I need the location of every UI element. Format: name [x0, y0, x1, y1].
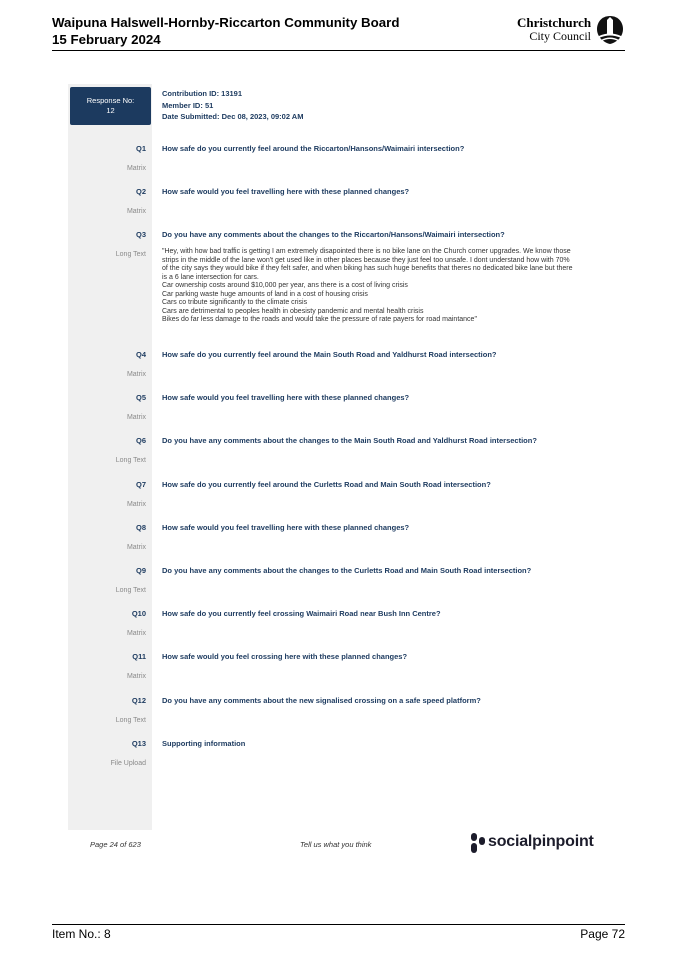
question-text: Do you have any comments about the changes to the Riccarton/Hansons/Waimairi intersection? [162, 230, 505, 239]
question-type: Matrix [126, 673, 146, 680]
question-text: How safe would you feel travelling here with these planned changes? [162, 523, 410, 532]
question-type: Matrix [126, 630, 146, 637]
question-text: Do you have any comments about the changes to the Curletts Road and Main South Road intersection? [162, 566, 532, 575]
question-type: Long Text [115, 457, 146, 464]
logo-line2: City Council [529, 29, 591, 43]
question-row [68, 350, 608, 390]
submitted-label: Date Submitted: [162, 112, 220, 121]
header-divider [52, 50, 625, 51]
question-row [68, 144, 608, 184]
question-row [68, 187, 608, 227]
council-logo [517, 14, 625, 48]
member-label: Member ID: [162, 100, 203, 110]
question-row [68, 566, 608, 606]
question-text: How safe do you currently feel around the Main South Road and Yaldhurst Road intersection? [162, 350, 497, 359]
socialpinpoint-wordmark: socialpinpoint [488, 833, 594, 850]
item-number: Item No.: 8 [52, 927, 111, 941]
answer-line: "Hey, with how bad traffic is getting I am extremely disapointed there is no bike lane on the Church corner upgrades. We know those strips in the middle of the lane won't get used like in other places because they just feel too unsafe. I dont understand how with 70% of the city says they would bike if they felt safer, and when biking has such huge benefits that theres no dedicated bike lane but there is a 6 lane intersection for cars. [162, 248, 573, 281]
question-row [68, 230, 608, 323]
submitted-date: Dec 08, 2023, 09:02 AM [221, 112, 304, 121]
question-type: Matrix [126, 371, 146, 378]
question-text: Do you have any comments about the changes to the Main South Road and Yaldhurst Road intersection? [162, 436, 537, 445]
question-text: How safe do you currently feel around the Curletts Road and Main South Road intersection? [162, 480, 491, 489]
question-type: Matrix [126, 501, 146, 508]
question-row [68, 739, 608, 779]
question-number: Q11 [132, 652, 146, 661]
question-type: Long Text [115, 717, 146, 724]
contribution-label: Contribution ID: [162, 89, 220, 98]
question-text: How safe do you currently feel crossing Waimairi Road near Bush Inn Centre? [162, 609, 441, 618]
question-row [68, 436, 608, 476]
question-number: Q9 [135, 566, 146, 575]
question-row [68, 609, 608, 649]
socialpinpoint-logo [470, 832, 602, 854]
board-title: Waipuna Halswell-Hornby-Riccarton Community Board [52, 15, 400, 30]
question-type: Matrix [126, 165, 146, 172]
question-type: Long Text [115, 587, 146, 594]
question-row [68, 652, 608, 692]
question-type: Matrix [126, 414, 146, 421]
question-number: Q4 [135, 350, 146, 359]
logo-line1: Christchurch [517, 15, 592, 30]
question-text: How safe do you currently feel around the Riccarton/Hansons/Waimairi intersection? [162, 144, 465, 153]
page-header [52, 14, 625, 54]
survey-response-page [68, 84, 608, 864]
question-text: How safe would you feel travelling here with these planned changes? [162, 187, 410, 196]
question-number: Q3 [135, 230, 146, 239]
question-type: Matrix [126, 544, 146, 551]
cathedral-emblem-icon [595, 14, 625, 46]
question-text: Do you have any comments about the new signalised crossing on a safe speed platform? [162, 696, 481, 705]
response-metadata [162, 88, 303, 123]
page-footer [52, 924, 625, 944]
question-number: Q6 [135, 436, 146, 445]
response-number: 12 [106, 106, 115, 115]
answer-line: Car parking waste huge amounts of land in a cost of housing crisis [162, 290, 368, 298]
question-number: Q13 [131, 739, 146, 748]
question-text: Supporting information [162, 739, 246, 748]
question-type: Matrix [126, 208, 146, 215]
survey-footer [68, 832, 608, 860]
answer-line: Bikes do far less damage to the roads and would take the pressure of rate payers for road maintance" [162, 316, 477, 323]
survey-page-number: Page 24 of 623 [90, 840, 141, 849]
response-label: Response No: [86, 96, 135, 105]
pinpoint-mark-icon [470, 832, 486, 854]
answer-line: Cars are detrimental to peoples health in obesisty pandemic and mental health crisis [162, 307, 424, 315]
question-type: File Upload [110, 760, 146, 767]
question-text: How safe would you feel travelling here with these planned changes? [162, 393, 410, 402]
question-number: Q2 [135, 187, 146, 196]
question-row [68, 393, 608, 433]
question-number: Q1 [135, 144, 146, 153]
response-number-badge [70, 87, 151, 125]
question-row [68, 696, 608, 736]
meeting-date: 15 February 2024 [52, 32, 161, 47]
member-id: 51 [204, 100, 214, 110]
question-number: Q12 [131, 696, 146, 705]
answer-text [162, 248, 576, 325]
question-row [68, 523, 608, 563]
footer-divider [52, 924, 625, 925]
answer-line: Car ownership costs around $10,000 per year, ans there is a cost of living crisis [162, 282, 408, 289]
question-number: Q5 [135, 393, 146, 402]
question-type: Long Text [115, 251, 146, 258]
question-number: Q8 [135, 523, 146, 532]
page-number: Page 72 [580, 927, 625, 941]
question-number: Q7 [135, 480, 146, 489]
question-number: Q10 [131, 609, 146, 618]
answer-line: Cars co tribute significantly to the climate crisis [162, 299, 308, 306]
question-row [68, 480, 608, 520]
question-text: How safe would you feel crossing here with these planned changes? [162, 652, 408, 661]
survey-tagline: Tell us what you think [300, 840, 372, 849]
contribution-id: 13191 [221, 89, 243, 98]
